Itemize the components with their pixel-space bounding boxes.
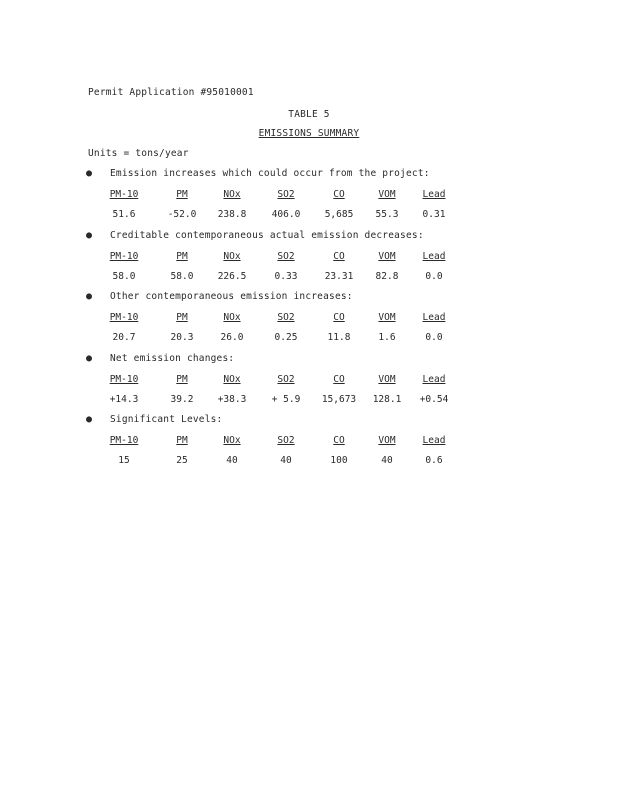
column-header: VOM — [378, 189, 396, 200]
emission-value: 40 — [226, 455, 238, 466]
column-header: Lead — [422, 435, 446, 446]
emission-value: 15,673 — [321, 394, 357, 405]
emission-value: 25 — [176, 455, 188, 466]
bullet-icon: ● — [86, 168, 93, 179]
emission-value: + 5.9 — [271, 394, 301, 405]
column-header: SO2 — [277, 312, 295, 323]
emission-value: +38.3 — [217, 394, 247, 405]
column-header: Lead — [422, 189, 446, 200]
emission-value: 40 — [280, 455, 292, 466]
emissions-summary-title: EMISSIONS SUMMARY — [258, 128, 360, 139]
column-header: VOM — [378, 251, 396, 262]
column-header: PM-10 — [109, 312, 139, 323]
column-header: NOx — [223, 189, 241, 200]
bullet-icon: ● — [86, 414, 93, 425]
emission-value: 128.1 — [372, 394, 402, 405]
column-header: CO — [333, 251, 345, 262]
column-header: CO — [333, 312, 345, 323]
emission-value: 20.7 — [112, 332, 136, 343]
column-header: NOx — [223, 374, 241, 385]
column-header: SO2 — [277, 435, 295, 446]
emission-value: 58.0 — [170, 271, 194, 282]
emission-value: 23.31 — [324, 271, 354, 282]
emission-value: 0.25 — [274, 332, 298, 343]
column-header: SO2 — [277, 189, 295, 200]
column-header: PM-10 — [109, 374, 139, 385]
bullet-icon: ● — [86, 291, 93, 302]
emission-value: 15 — [118, 455, 130, 466]
emission-value: 39.2 — [170, 394, 194, 405]
bullet-icon: ● — [86, 353, 93, 364]
column-header: PM — [176, 374, 188, 385]
column-header: VOM — [378, 435, 396, 446]
column-header: Lead — [422, 312, 446, 323]
bullet-icon: ● — [86, 230, 93, 241]
emission-value: 226.5 — [217, 271, 247, 282]
emission-value: 0.0 — [425, 332, 443, 343]
emission-value: 0.31 — [422, 209, 446, 220]
emission-value: 1.6 — [378, 332, 396, 343]
column-header: SO2 — [277, 251, 295, 262]
emission-value: 100 — [330, 455, 348, 466]
emission-value: 406.0 — [271, 209, 301, 220]
emission-value: +0.54 — [419, 394, 449, 405]
emission-value: 51.6 — [112, 209, 136, 220]
column-header: NOx — [223, 251, 241, 262]
emission-value: +14.3 — [109, 394, 139, 405]
column-header: NOx — [223, 312, 241, 323]
section-title: Emission increases which could occur from the project: — [110, 168, 430, 179]
column-header: PM-10 — [109, 435, 139, 446]
permit-application-label: Permit Application #95010001 — [88, 87, 254, 98]
emission-value: 20.3 — [170, 332, 194, 343]
emission-value: 5,685 — [324, 209, 354, 220]
emission-value: -52.0 — [167, 209, 197, 220]
column-header: VOM — [378, 312, 396, 323]
column-header: NOx — [223, 435, 241, 446]
section-title: Net emission changes: — [110, 353, 235, 364]
column-header: Lead — [422, 374, 446, 385]
column-header: SO2 — [277, 374, 295, 385]
column-header: PM-10 — [109, 189, 139, 200]
column-header: PM — [176, 435, 188, 446]
emission-value: 0.33 — [274, 271, 298, 282]
column-header: CO — [333, 374, 345, 385]
emission-value: 26.0 — [220, 332, 244, 343]
emission-value: 40 — [381, 455, 393, 466]
section-title: Creditable contemporaneous actual emission decreases: — [110, 230, 424, 241]
column-header: CO — [333, 435, 345, 446]
section-title: Significant Levels: — [110, 414, 223, 425]
column-header: PM — [176, 189, 188, 200]
column-header: CO — [333, 189, 345, 200]
section-title: Other contemporaneous emission increases: — [110, 291, 353, 302]
emission-value: 11.8 — [327, 332, 351, 343]
emission-value: 0.0 — [425, 271, 443, 282]
column-header: PM — [176, 312, 188, 323]
emission-value: 82.8 — [375, 271, 399, 282]
column-header: PM — [176, 251, 188, 262]
emission-value: 55.3 — [375, 209, 399, 220]
units-label: Units = tons/year — [88, 148, 189, 159]
emission-value: 0.6 — [425, 455, 443, 466]
emission-value: 58.0 — [112, 271, 136, 282]
column-header: PM-10 — [109, 251, 139, 262]
column-header: Lead — [422, 251, 446, 262]
table-title: TABLE 5 — [288, 109, 330, 120]
emission-value: 238.8 — [217, 209, 247, 220]
column-header: VOM — [378, 374, 396, 385]
